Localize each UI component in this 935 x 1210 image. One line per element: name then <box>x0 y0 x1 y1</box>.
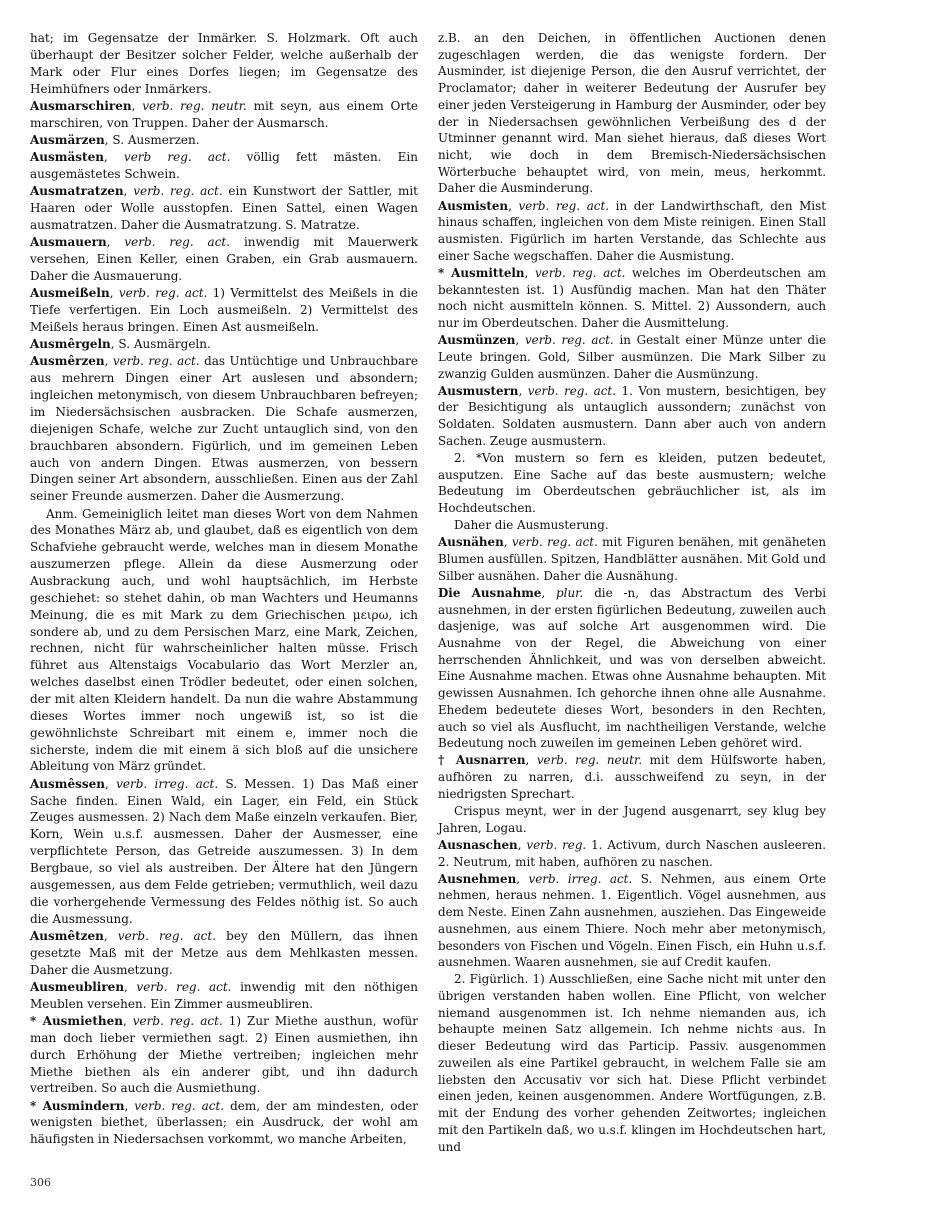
entry-headword: * Ausmitteln <box>438 265 525 280</box>
dictionary-entry: Ausmêssen, verb. irreg. act. S. Messen. 1) Das Maß einer Sache finden. Einen Wald, ein Lager, ein Feld, ein Stück Zeuges ausmessen. 2) Nach dem Maße einzeln verkaufen. Bier, Korn, Wein u.s.f. ausmessen. Daher der Ausmesser, eine verpflichtete Person, das Getreide auszumessen. 3) In dem Bergbaue, so viel als austreiben. Der Ältere hat den Jüngern ausgemessen, aus dem Felde getrieben; vermuthlich, weil dazu die vorhergehende Vermessung des Feldes nöthig ist. So auch die Ausmessung. <box>30 776 418 926</box>
entry-grammar: verb. reg. neutr. <box>142 98 247 113</box>
entry-grammar: verb. irreg. act. <box>528 871 633 886</box>
dictionary-entry: Ausmisten, verb. reg. act. in der Landwirthschaft, den Mist hinaus schaffen, ingleichen von dem Miste reinigen. Einen Stall ausmisten. Figürlich im harten Verstande, das Schlechte aus einer Sache wegschaffen. Daher die Ausmistung. <box>438 198 826 263</box>
entry-grammar: verb. reg. act. <box>118 286 208 301</box>
dictionary-entry <box>438 30 826 197</box>
dictionary-entry: Ausmarschiren, verb. reg. neutr. mit seyn, aus einem Orte marschiren, von Truppen. Daher der Ausmarsch. <box>30 98 418 130</box>
entry-headword: Ausmünzen <box>438 333 516 348</box>
entry-headword: Ausmeißeln <box>30 286 110 301</box>
entry-grammar: verb. reg. <box>526 837 587 852</box>
dictionary-entry: Ausnaschen, verb. reg. 1. Activum, durch Naschen ausleeren. 2. Neutrum, mit haben, aufhören zu naschen. <box>438 837 826 869</box>
entry-text: S. Ausmärgeln. <box>118 337 211 352</box>
entry-text: S. Messen. 1) Das Maß einer Sache finden. Einen Wald, ein Lager, ein Feld, ein Stück Zeuges ausmessen. 2) Nach dem Maße einzeln verkaufen. Bier, Korn, Wein u.s.f. ausmessen. Daher der Ausmesser, eine verpflichtete Person, das Getreide auszumessen. 3) In dem Bergbaue, so viel als austreiben. Der Ältere hat den Jüngern ausgemessen, aus dem Felde getrieben; vermuthlich, weil dazu die vorhergehende Vermessung des Feldes nöthig ist. So auch die Ausmessung. <box>30 776 418 926</box>
entry-grammar: verb. reg. act. <box>133 184 223 199</box>
entry-grammar: verb. reg. act. <box>534 265 626 280</box>
entry-headword: Ausmêrzen <box>30 354 105 369</box>
entry-text: mit dem Hülfsworte haben, aufhören zu narren, d.i. ausschweifend zu seyn, in der niedrigsten Sprechart. <box>438 753 827 801</box>
entry-text: inwendig mit den nöthigen Meublen versehen. Ein Zimmer ausmeubliren. <box>30 979 418 1011</box>
entry-text: bey den Müllern, das ihnen gesetzte Maß mit der Metze aus dem Mehlkasten messen. Daher die Ausmetzung. <box>30 928 418 977</box>
dictionary-entry <box>438 450 826 517</box>
entry-text: mit Figuren benähen, mit genäheten Blumen ausfüllen. Spitzen, Handblätter ausnähen. Mit Gold und Silber ausnähen. Daher die Ausnähung. <box>438 535 827 583</box>
dictionary-entry: * Ausmindern, verb. reg. act. dem, der am mindesten, oder wenigsten biethet, überlassen; ein Ausdruck, der wohl am häufigsten in Niedersachsen vorkommt, wo manche Arbeiten, <box>30 1098 419 1147</box>
entry-text: 1. Activum, durch Naschen ausleeren. 2. Neutrum, mit haben, aufhören zu naschen. <box>438 837 826 869</box>
entry-grammar: plur. <box>556 585 584 600</box>
entry-headword: † Ausnarren <box>438 753 526 768</box>
page-number: 306 <box>30 1176 51 1189</box>
entry-text: in der Landwirthschaft, den Mist hinaus schaffen, ingleichen von dem Miste reinigen. Einen Stall ausmisten. Figürlich im harten Verstande, das Schlechte aus einer Sache wegschaffen. Daher die Ausmistung. <box>438 198 826 263</box>
entry-grammar: verb. reg. act. <box>136 979 232 994</box>
dictionary-entry: Ausmatratzen, verb. reg. act. ein Kunstwort der Sattler, mit Haaren oder Wolle ausstopfen. Einen Sattel, einen Wagen ausmatratzen. Daher die Ausmatratzung. S. Matratze. <box>30 184 418 233</box>
dictionary-entry: Die Ausnahme, plur. die -n, das Abstractum des Verbi ausnehmen, in der ersten figürlichen Bedeutung, zuweilen auch dasjenige, was auf solche Art ausgenommen wird. Die Ausnahme von der Regel, die Abweichung von einer herrschenden Ähnlichkeit, und was von derselben abweicht. Eine Ausnahme machen. Etwas ohne Ausnahme behaupten. Mit gewissen Ausnahmen. Ich gehorche ihnen ohne alle Ausnahme. Ehedem bedeutete dieses Wort, besonders in den Rechten, auch so viel als Ausflucht, im nachtheiligen Verstande, welche Bedeutung noch zuweilen im gemeinen Leben gehöret wird. <box>438 585 826 751</box>
entry-text: hat; im Gegensatze der Inmärker. S. Holzmark. Oft auch überhaupt der Besitzer solcher Felder, welche außerhalb der Mark oder Flur eines Dorfes liegen; im Gegensatze des Heimhüfners oder Inmärkers. <box>30 31 418 96</box>
entry-text: 2. *Von mustern so fern es kleiden, putzen bedeutet, ausputzen. Eine Sache auf das beste ausmustern; welche Bedeutung im Oberdeutschen gebräuchlicher ist, als im Hochdeutschen. <box>438 450 826 516</box>
dictionary-entry: Ausnähen, verb. reg. act. mit Figuren benähen, mit genäheten Blumen ausfüllen. Spitzen, Handblätter ausnähen. Mit Gold und Silber ausnähen. Daher die Ausnähung. <box>438 535 827 583</box>
entry-grammar: verb. reg. act. <box>124 235 231 250</box>
dictionary-entry: Ausmeubliren, verb. reg. act. inwendig mit den nöthigen Meublen versehen. Ein Zimmer ausmeubliren. <box>30 979 418 1011</box>
entry-text: 1. Von mustern, besichtigen, bey der Besichtigung als untauglich aussondern; zunächst von Soldaten. Soldaten ausmustern. Dann aber auch von andern Sachen. Zeuge ausmustern. <box>438 383 827 448</box>
entry-text: völlig fett mästen. Ein ausgemästetes Schwein. <box>30 150 418 182</box>
dictionary-entry: Ausmêrzen, verb. reg. act. das Untüchtige und Unbrauchbare aus mehrern Dingen einer Art auslesen und absondern; ingleichen metonymisch, von diesem Unbrauchbaren befreyen; im Niedersächsischen ausbracken. Die Schafe ausmerzen, diejenigen Schafe, welche zur Zucht untauglich sind, von den brauchbaren absondern. Figürlich, und im gemeinen Leben auch von andern Dingen. Etwas ausmerzen, von bessern Dingen seiner Art absondern, ausschließen. Einen aus der Zahl seiner Freunde ausmerzen. Daher die Ausmerzung. <box>30 354 418 504</box>
entry-headword: Ausmärzen <box>30 132 105 147</box>
entry-grammar: verb. reg. act. <box>518 198 610 213</box>
entry-text: 1) Zur Miethe austhun, wofür man doch lieber vermiethen sagt. 2) Einen ausmiethen, ihn durch Erhöhung der Miethe vertreiben; ingleichen mehr Miethe biethen als ein anderer gibt, und ihn dadurch vertreiben. So auch die Ausmiethung. <box>30 1013 418 1096</box>
dictionary-entry: Ausmêrgeln, S. Ausmärgeln. <box>30 337 211 352</box>
entry-headword: Ausnähen <box>438 535 504 550</box>
dictionary-entry <box>438 971 826 1155</box>
right-column <box>438 30 826 1156</box>
left-column <box>30 30 418 1149</box>
entry-grammar: verb. irreg. act. <box>116 776 219 791</box>
dictionary-entry: Ausnehmen, verb. irreg. act. S. Nehmen, aus einem Orte nehmen, heraus nehmen. 1. Eigentlich. Vögel ausnehmen, aus dem Neste. Einen Zahn ausnehmen, ausziehen. Das Eingeweide ausnehmen, aus einem Thiere. Noch mehr aber metonymisch, besonders von Fischen und Vögeln. Einen Fisch, ein Huhn u.s.f. ausnehmen. Waaren ausnehmen, sie auf Credit kaufen. <box>438 871 826 970</box>
entry-text: Crispus meynt, wer in der Jugend ausgenarrt, sey klug bey Jahren, Logau. <box>438 803 826 835</box>
entry-text: Daher die Ausmusterung. <box>454 518 609 533</box>
dictionary-entry: * Ausmiethen, verb. reg. act. 1) Zur Miethe austhun, wofür man doch lieber vermiethen sagt. 2) Einen ausmiethen, ihn durch Erhöhung der Miethe vertreiben; ingleichen mehr Miethe biethen als ein anderer gibt, und ihn dadurch vertreiben. So auch die Ausmiethung. <box>30 1013 418 1096</box>
entry-headword: Ausmatratzen <box>30 184 124 199</box>
entry-headword: Ausmêrgeln <box>30 337 111 352</box>
entry-grammar: verb reg. act. <box>123 150 231 165</box>
dictionary-entry: Ausmeißeln, verb. reg. act. 1) Vermittelst des Meißels in die Tiefe verfertigen. Ein Loch ausmeißeln. 2) Vermittelst des Meißels heraus bringen. Einen Ast ausmeißeln. <box>30 286 418 334</box>
entry-headword: Die Ausnahme <box>438 585 542 600</box>
entry-text: welches im Oberdeutschen am bekanntesten ist. 1) Ausfündig machen. Man hat den Thäter noch nicht ausmitteln können. S. Mittel. 2) Aussondern, auch nur im Oberdeutschen. Daher die Ausmittelung. <box>438 265 827 330</box>
entry-headword: Ausmarschiren <box>30 98 132 113</box>
entry-headword: * Ausmiethen <box>30 1013 123 1028</box>
entry-text: dem, der am mindesten, oder wenigsten biethet, überlassen; ein Ausdruck, der wohl am häufigsten in Niedersachsen vorkommt, wo manche Arbeiten, <box>30 1098 419 1147</box>
entry-headword: Ausmêssen <box>30 776 105 791</box>
entry-headword: Ausnehmen <box>438 871 517 886</box>
entry-headword: Ausmeubliren <box>30 979 125 994</box>
dictionary-entry: Ausmünzen, verb. reg. act. in Gestalt einer Münze unter die Leute bringen. Gold, Silber ausmünzen. Die Mark Silber zu zwanzig Gulden ausmünzen. Daher die Ausmünzung. <box>438 333 826 381</box>
entry-text: S. Nehmen, aus einem Orte nehmen, heraus nehmen. 1. Eigentlich. Vögel ausnehmen, aus dem Neste. Einen Zahn ausnehmen, ausziehen. Das Eingeweide ausnehmen, aus einem Thiere. Noch mehr aber metonymisch, besonders von Fischen und Vögeln. Einen Fisch, ein Huhn u.s.f. ausnehmen. Waaren ausnehmen, sie auf Credit kaufen. <box>438 871 826 970</box>
entry-grammar: verb. reg. act. <box>132 1013 223 1028</box>
entry-text: 2. Figürlich. 1) Ausschließen, eine Sache nicht mit unter den übrigen verstanden haben wollen. Eine Pflicht, von welcher niemand ausgenommen ist. Ich nehme niemanden aus, ich behaupte meinen Satz allgemein. Ich nehme nichts aus. In dieser Bedeutung wird das Particip. Passiv. ausgenommen zuweilen als eine Partikel gebraucht, in welchem Falle sie am liebsten den Accusativ vor sich hat. Diese Pflicht verbindet einen jeden, keinen ausgenommen. Andere Wortfügungen, z.B. mit der Endung des vorher gehenden Zeitwortes; ingleichen mit den Partikeln daß, wo u.s.f. klingen im Hochdeutschen hart, und <box>438 972 826 1154</box>
entry-headword: * Ausmindern <box>30 1098 125 1113</box>
entry-text: 1) Vermittelst des Meißels in die Tiefe verfertigen. Ein Loch ausmeißeln. 2) Vermittelst des Meißels heraus bringen. Einen Ast ausmeißeln. <box>30 286 418 334</box>
dictionary-entry: Ausmärzen, S. Ausmerzen. <box>30 132 200 147</box>
dictionary-entry: Ausmauern, verb. reg. act. inwendig mit Mauerwerk versehen, Einen Keller, einen Graben, ein Grab ausmauern. Daher die Ausmauerung. <box>30 235 418 283</box>
entry-text: S. Ausmerzen. <box>112 132 200 147</box>
entry-grammar: verb. reg. neutr. <box>536 753 643 768</box>
entry-headword: Ausmästen <box>30 150 104 165</box>
entry-headword: Ausnaschen <box>438 837 518 852</box>
entry-grammar: verb. reg. act. <box>511 535 598 550</box>
dictionary-entry <box>438 803 826 836</box>
dictionary-entry: Ausmustern, verb. reg. act. 1. Von mustern, besichtigen, bey der Besichtigung als untauglich aussondern; zunächst von Soldaten. Soldaten ausmustern. Dann aber auch von andern Sachen. Zeuge ausmustern. <box>438 383 827 448</box>
entry-grammar: verb. reg. act. <box>134 1098 225 1113</box>
dictionary-entry <box>30 506 418 776</box>
dictionary-entry <box>438 517 826 534</box>
entry-text: mit seyn, aus einem Orte marschiren, von Truppen. Daher der Ausmarsch. <box>30 98 418 130</box>
entry-grammar: verb. reg. act. <box>117 928 217 943</box>
entry-headword: Ausmisten <box>438 198 509 213</box>
entry-headword: Ausmêtzen <box>30 928 104 943</box>
entry-headword: Ausmustern <box>438 383 519 398</box>
dictionary-entry: Ausmästen, verb reg. act. völlig fett mästen. Ein ausgemästetes Schwein. <box>30 150 418 182</box>
dictionary-entry: † Ausnarren, verb. reg. neutr. mit dem Hülfsworte haben, aufhören zu narren, d.i. ausschweifend zu seyn, in der niedrigsten Sprechart. <box>438 753 827 801</box>
entry-text: das Untüchtige und Unbrauchbare aus mehrern Dingen einer Art auslesen und absondern; ingleichen metonymisch, von diesem Unbrauchbaren befreyen; im Niedersächsischen ausbracken. Die Schafe ausmerzen, diejenigen Schafe, welche zur Zucht untauglich sind, von den brauchbaren absondern. Figürlich, und im gemeinen Leben auch von andern Dingen. Etwas ausmerzen, von bessern Dingen seiner Art absondern, ausschließen. Einen aus der Zahl seiner Freunde ausmerzen. Daher die Ausmerzung. <box>30 354 418 504</box>
entry-text: Anm. Gemeiniglich leitet man dieses Wort von dem Nahmen des Monathes März ab, und glaubet, daß es eigentlich von dem Schafviehe gebraucht werde, welches man in diesem Monathe auszumerzen pflege. Allein da diese Ausmerzung oder Ausbrackung auch, und wohl hauptsächlich, im Herbste geschiehet: so stehet dahin, ob man Wachters und Heumanns Meinung, die es mit Mark zu dem Griechischen μειρω, ich sondere ab, und zu dem Persischen Marz, eine Mark, Zeichen, rechnen, nicht für wahrscheinlicher halten müsse. Frisch führet aus Altenstaigs Vocabulario das Wort Merzler an, welches daselbst einen Trödler bedeutet, oder einen solchen, der mit alten Kleidern handelt. Da nun die wahre Abstammung dieses Wortes immer noch ungewiß ist, so ist die gewöhnlichste Schreibart mit einem e, immer noch die sicherste, indem die mit einem ä sich bloß auf die unsichere Ableitung von März gründet. <box>30 506 418 774</box>
entry-grammar: verb. reg. act. <box>112 354 200 369</box>
entry-text: die -n, das Abstractum des Verbi ausnehmen, in der ersten figürlichen Bedeutung, zuweilen auch dasjenige, was auf solche Art ausgenommen wird. Die Ausnahme von der Regel, die Abweichung von einer herrschenden Ähnlichkeit, und was von derselben abweicht. Eine Ausnahme machen. Etwas ohne Ausnahme behaupten. Mit gewissen Ausnahmen. Ich gehorche ihnen ohne alle Ausnahme. Ehedem bedeutete dieses Wort, besonders in den Rechten, auch so viel als Ausflucht, im nachtheiligen Verstande, welche Bedeutung noch zuweilen im gemeinen Leben gehöret wird. <box>438 585 826 751</box>
entry-text: z.B. an den Deichen, in öffentlichen Auctionen denen zugeschlagen werden, die das wenigste fordern. Der Ausminder, ist diejenige Person, die den Ausruf verrichtet, der Proclamator; daher in weiterer Bedeutung der Ausrufer bey einer jeden Versteigerung in Hamburg der Ausminder, oder bey der in Niedersachsen gewöhnlichen Verbeißung des d der Utminner genannt wird. Man siehet hieraus, daß dieses Wort nicht, wie doch in dem Bremisch-Niedersächsischen Wörterbuche behauptet wird, von mein, meus, herkommt. Daher die Ausminderung. <box>438 31 826 196</box>
entry-headword: Ausmauern <box>30 235 107 250</box>
entry-text: inwendig mit Mauerwerk versehen, Einen Keller, einen Graben, ein Grab ausmauern. Daher die Ausmauerung. <box>30 235 418 283</box>
entry-text: in Gestalt einer Münze unter die Leute bringen. Gold, Silber ausmünzen. Die Mark Silber zu zwanzig Gulden ausmünzen. Daher die Ausmünzung. <box>438 333 826 381</box>
entry-text: ein Kunstwort der Sattler, mit Haaren oder Wolle ausstopfen. Einen Sattel, einen Wagen ausmatratzen. Daher die Ausmatratzung. S. Matratze. <box>30 184 418 233</box>
entry-grammar: verb. reg. act. <box>524 333 614 348</box>
dictionary-entry <box>30 30 418 97</box>
dictionary-entry: * Ausmitteln, verb. reg. act. welches im Oberdeutschen am bekanntesten ist. 1) Ausfündig machen. Man hat den Thäter noch nicht ausmitteln können. S. Mittel. 2) Aussondern, auch nur im Oberdeutschen. Daher die Ausmittelung. <box>438 265 827 330</box>
dictionary-entry: Ausmêtzen, verb. reg. act. bey den Müllern, das ihnen gesetzte Maß mit der Metze aus dem Mehlkasten messen. Daher die Ausmetzung. <box>30 928 418 977</box>
entry-grammar: verb. reg. act. <box>527 383 616 398</box>
